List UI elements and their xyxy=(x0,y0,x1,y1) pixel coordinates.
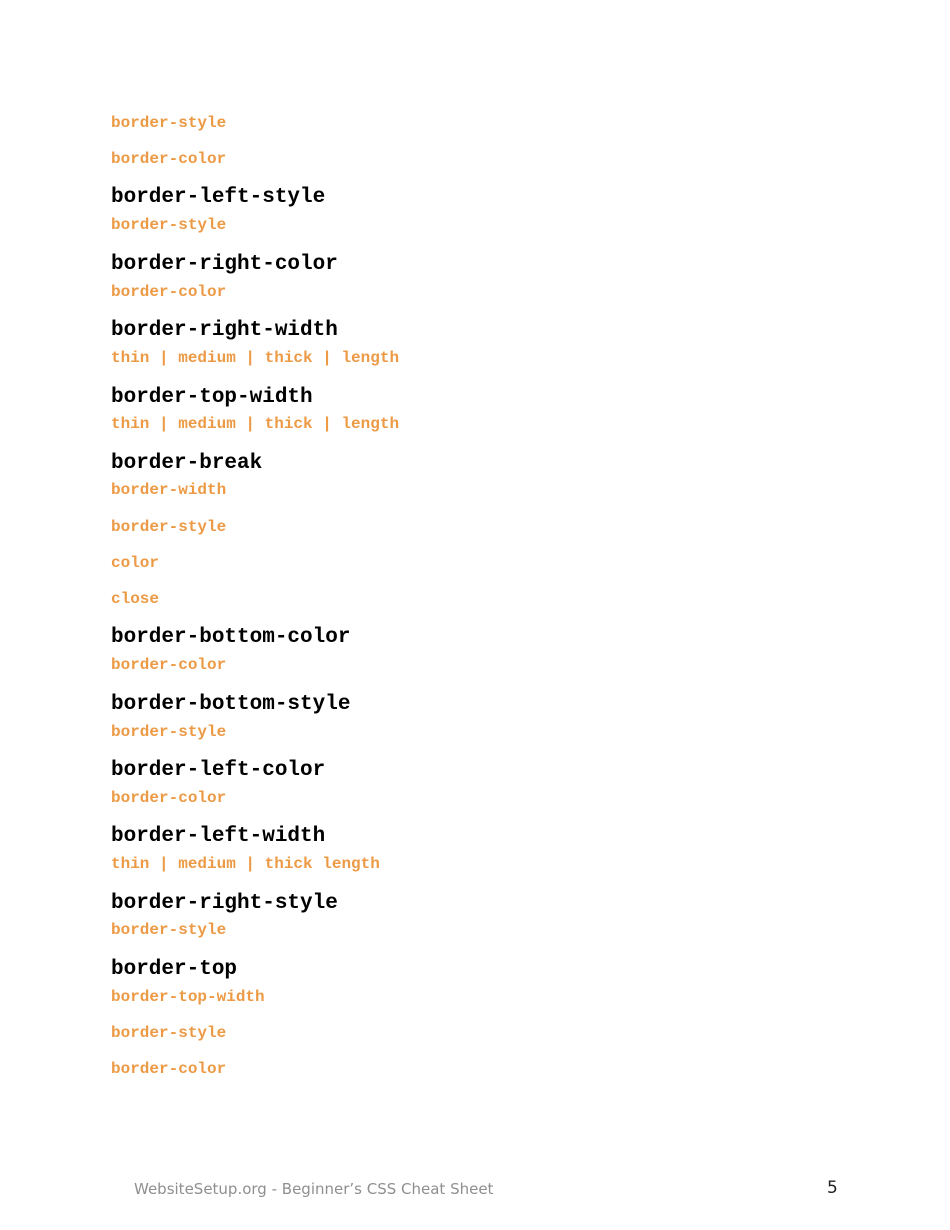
value-text: border-style xyxy=(111,723,227,741)
value-text: border-style xyxy=(111,216,227,234)
value-text: border-color xyxy=(111,789,227,807)
value-text: color xyxy=(111,554,160,572)
property-heading: border-right-width xyxy=(111,319,338,342)
value-text: border-style xyxy=(111,1024,227,1042)
value-text: border-color xyxy=(111,1060,227,1078)
property-heading: border-bottom-color xyxy=(111,626,351,649)
property-heading: border-left-color xyxy=(111,759,326,782)
value-text: border-top-width xyxy=(111,988,265,1006)
value-text: border-color xyxy=(111,150,227,168)
property-heading: border-left-style xyxy=(111,186,326,209)
value-text: close xyxy=(111,590,160,608)
value-text: border-color xyxy=(111,283,227,301)
value-text: border-style xyxy=(111,518,227,536)
property-heading: border-bottom-style xyxy=(111,693,351,716)
value-text: border-color xyxy=(111,656,227,674)
property-heading: border-right-color xyxy=(111,253,338,276)
property-heading: border-break xyxy=(111,452,263,475)
property-heading: border-top-width xyxy=(111,386,313,409)
value-text: thin | medium | thick | length xyxy=(111,349,400,367)
value-text: border-style xyxy=(111,114,227,132)
property-heading: border-right-style xyxy=(111,892,338,915)
value-text: border-style xyxy=(111,921,227,939)
value-text: border-width xyxy=(111,481,227,499)
footer-text: WebsiteSetup.org - Beginner’s CSS Cheat Sheet xyxy=(134,1180,494,1198)
property-heading: border-top xyxy=(111,958,238,981)
property-heading: border-left-width xyxy=(111,825,326,848)
value-text: thin | medium | thick length xyxy=(111,855,380,873)
value-text: thin | medium | thick | length xyxy=(111,415,400,433)
page-number: 5 xyxy=(827,1178,838,1198)
